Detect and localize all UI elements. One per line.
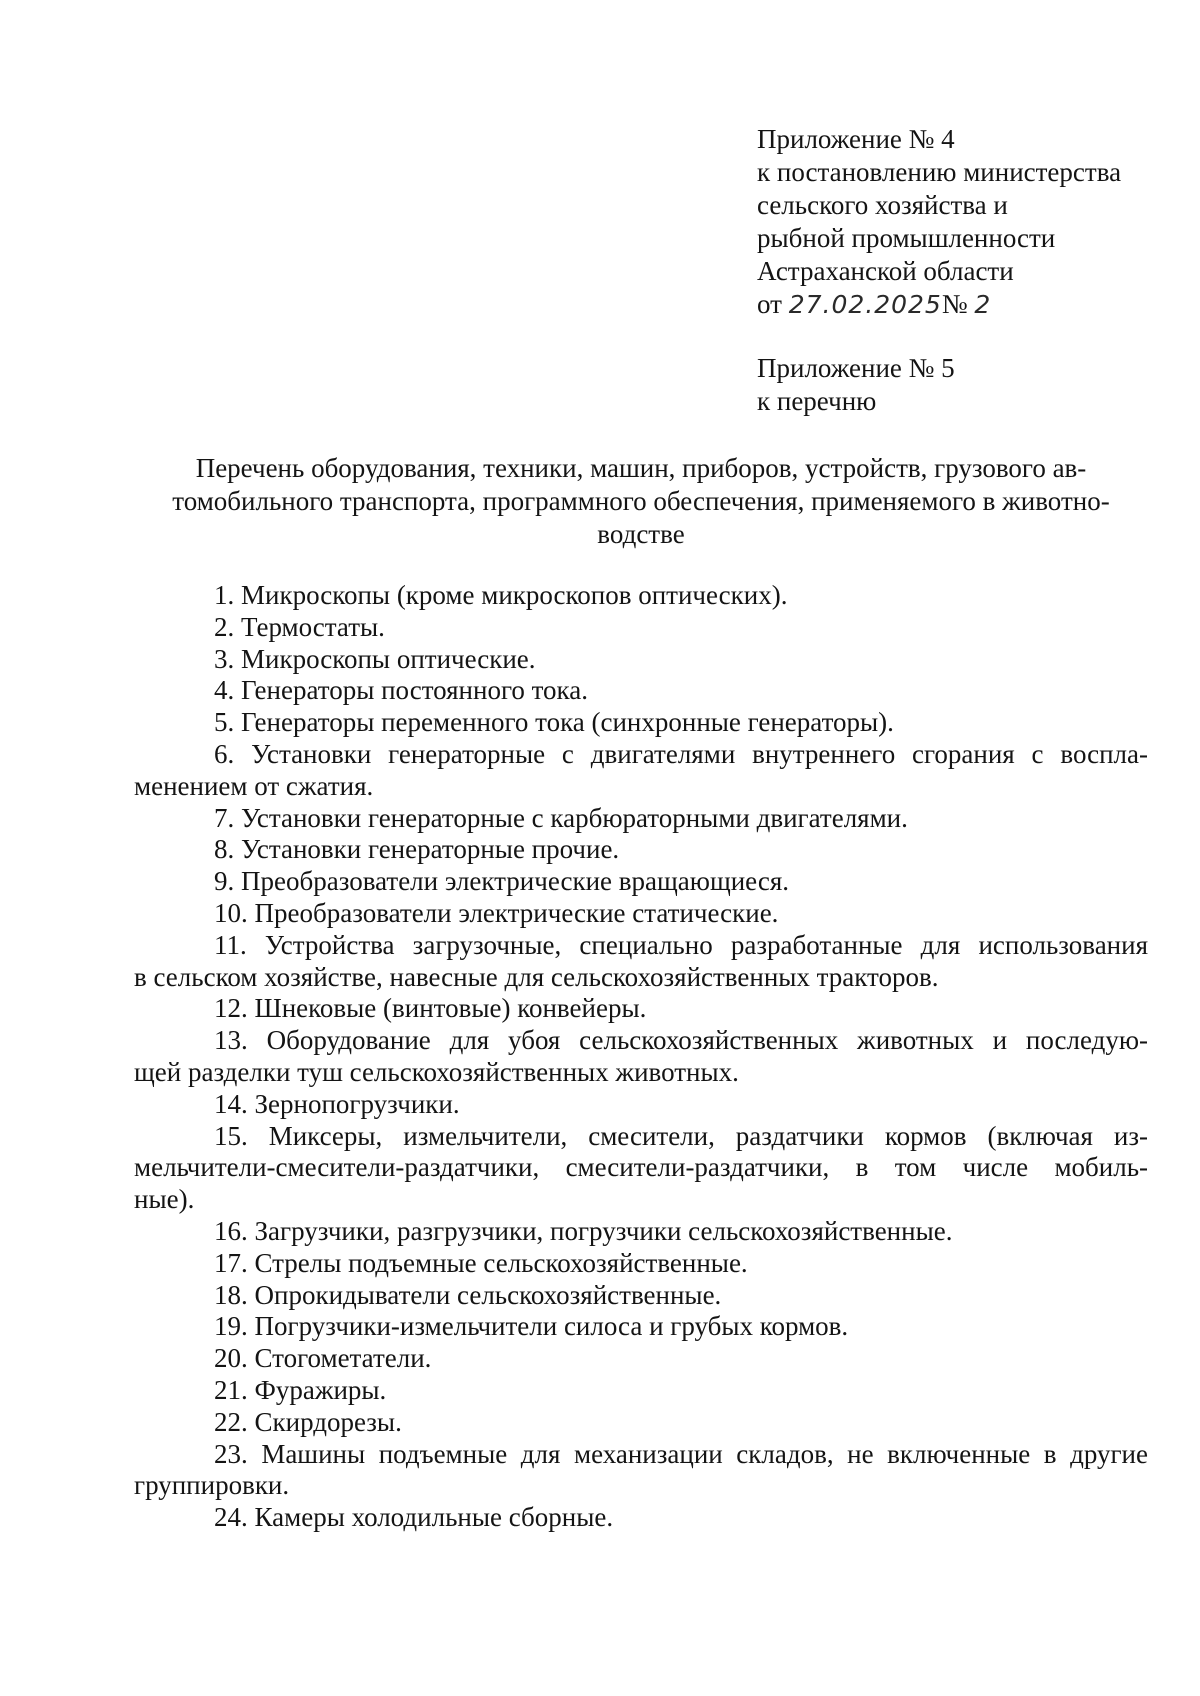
list-item bbox=[134, 1216, 1148, 1248]
list-item-text: 4. Генераторы постоянного тока. bbox=[214, 675, 588, 706]
list-item bbox=[134, 803, 1148, 835]
list-item bbox=[134, 1343, 1148, 1375]
list-item bbox=[134, 1311, 1148, 1343]
date-prefix: от bbox=[757, 289, 782, 319]
list-item bbox=[134, 993, 1148, 1025]
list-item-text: 16. Загрузчики, разгрузчики, погрузчики сельскохозяйственные. bbox=[214, 1215, 953, 1246]
list-item-text: 18. Опрокидыватели сельскохозяйственные. bbox=[214, 1279, 722, 1310]
list-item-text: 12. Шнековые (винтовые) конвейеры. bbox=[214, 993, 647, 1024]
annex-header-line: к постановлению министерства bbox=[757, 157, 1122, 187]
list-item bbox=[134, 1407, 1148, 1439]
annex-sub-line: к перечню bbox=[757, 386, 877, 416]
list-item bbox=[134, 1121, 1148, 1216]
list-item-text: 2. Термостаты. bbox=[214, 611, 385, 642]
list-item bbox=[134, 580, 1148, 612]
list-item-continuation: менением от сжатия. bbox=[134, 770, 374, 801]
list-item-text: 20. Стогометатели. bbox=[214, 1343, 432, 1374]
list-item-text: 8. Установки генераторные прочие. bbox=[214, 834, 620, 865]
list-item-text: 14. Зернопогрузчики. bbox=[214, 1088, 460, 1119]
list-item bbox=[134, 707, 1148, 739]
list-item-text: 6. Установки генераторные с двигателями внутреннего сгорания с воспла- bbox=[214, 738, 1148, 769]
list-item-continuation: группировки. bbox=[134, 1470, 290, 1501]
list-item-text: 21. Фуражиры. bbox=[214, 1374, 387, 1405]
list-item-text: 11. Устройства загрузочные, специально разработанные для использования bbox=[214, 929, 1148, 960]
list-item-text: 9. Преобразователи электрические вращающиеся. bbox=[214, 866, 789, 897]
list-item bbox=[134, 1502, 1148, 1534]
annex-header-line: Астраханской области bbox=[757, 256, 1014, 286]
list-item-text: 22. Скирдорезы. bbox=[214, 1406, 402, 1437]
list-item bbox=[134, 1280, 1148, 1312]
list-item bbox=[134, 1025, 1148, 1089]
title-line: томобильного транспорта, программного обеспечения, применяемого в животно- bbox=[172, 486, 1110, 516]
list-item bbox=[134, 612, 1148, 644]
document-title bbox=[134, 452, 1148, 551]
annex-sub-line: Приложение № 5 bbox=[757, 353, 955, 383]
list-item-text: 5. Генераторы переменного тока (синхронные генераторы). bbox=[214, 707, 894, 738]
resolution-date-line bbox=[757, 288, 1121, 321]
list-item-text: 1. Микроскопы (кроме микроскопов оптических). bbox=[214, 580, 788, 610]
list-item bbox=[134, 1375, 1148, 1407]
list-item-text: 3. Микроскопы оптические. bbox=[214, 643, 536, 674]
annex-header bbox=[757, 123, 1121, 321]
handwritten-number: 2 bbox=[974, 290, 992, 319]
list-item-text: 17. Стрелы подъемные сельскохозяйственные. bbox=[214, 1247, 748, 1278]
list-item-text: 13. Оборудование для убоя сельскохозяйственных животных и последую- bbox=[214, 1025, 1148, 1056]
list-item-text: 24. Камеры холодильные сборные. bbox=[214, 1502, 614, 1533]
list-item-text: 19. Погрузчики-измельчители силоса и грубых кормов. bbox=[214, 1311, 849, 1342]
list-item-text: 15. Миксеры, измельчители, смесители, раздатчики кормов (включая из- bbox=[214, 1120, 1148, 1151]
list-item-continuation: мельчители-смесители-раздатчики, смесители-раздатчики, в том числе мобиль- bbox=[134, 1152, 1148, 1183]
list-item bbox=[134, 1089, 1148, 1121]
title-line: водстве bbox=[597, 519, 685, 549]
list-item bbox=[134, 1439, 1148, 1503]
list-item bbox=[134, 675, 1148, 707]
list-item bbox=[134, 866, 1148, 898]
list-item bbox=[134, 930, 1148, 994]
number-sign: № bbox=[941, 289, 968, 319]
list-item bbox=[134, 834, 1148, 866]
list-item-text: 10. Преобразователи электрические статические. bbox=[214, 897, 779, 928]
annex-header-line: рыбной промышленности bbox=[757, 223, 1056, 253]
list-item bbox=[134, 1248, 1148, 1280]
annex-sub-header bbox=[757, 352, 955, 418]
title-line: Перечень оборудования, техники, машин, приборов, устройств, грузового ав- bbox=[195, 453, 1087, 483]
handwritten-date: 27.02.2025 bbox=[788, 290, 942, 319]
annex-header-line: Приложение № 4 bbox=[757, 124, 955, 154]
list-item bbox=[134, 644, 1148, 676]
equipment-list bbox=[134, 580, 1148, 1534]
list-item bbox=[134, 898, 1148, 930]
list-item-text: 7. Установки генераторные с карбюраторными двигателями. bbox=[214, 802, 908, 833]
list-item-continuation: щей разделки туш сельскохозяйственных животных. bbox=[134, 1056, 739, 1087]
list-item-continuation: в сельском хозяйстве, навесные для сельскохозяйственных тракторов. bbox=[134, 961, 939, 992]
list-item-text: 23. Машины подъемные для механизации складов, не включенные в другие bbox=[214, 1438, 1148, 1469]
list-item bbox=[134, 739, 1148, 803]
annex-header-line: сельского хозяйства и bbox=[757, 190, 1008, 220]
list-item-continuation: ные). bbox=[134, 1184, 195, 1215]
